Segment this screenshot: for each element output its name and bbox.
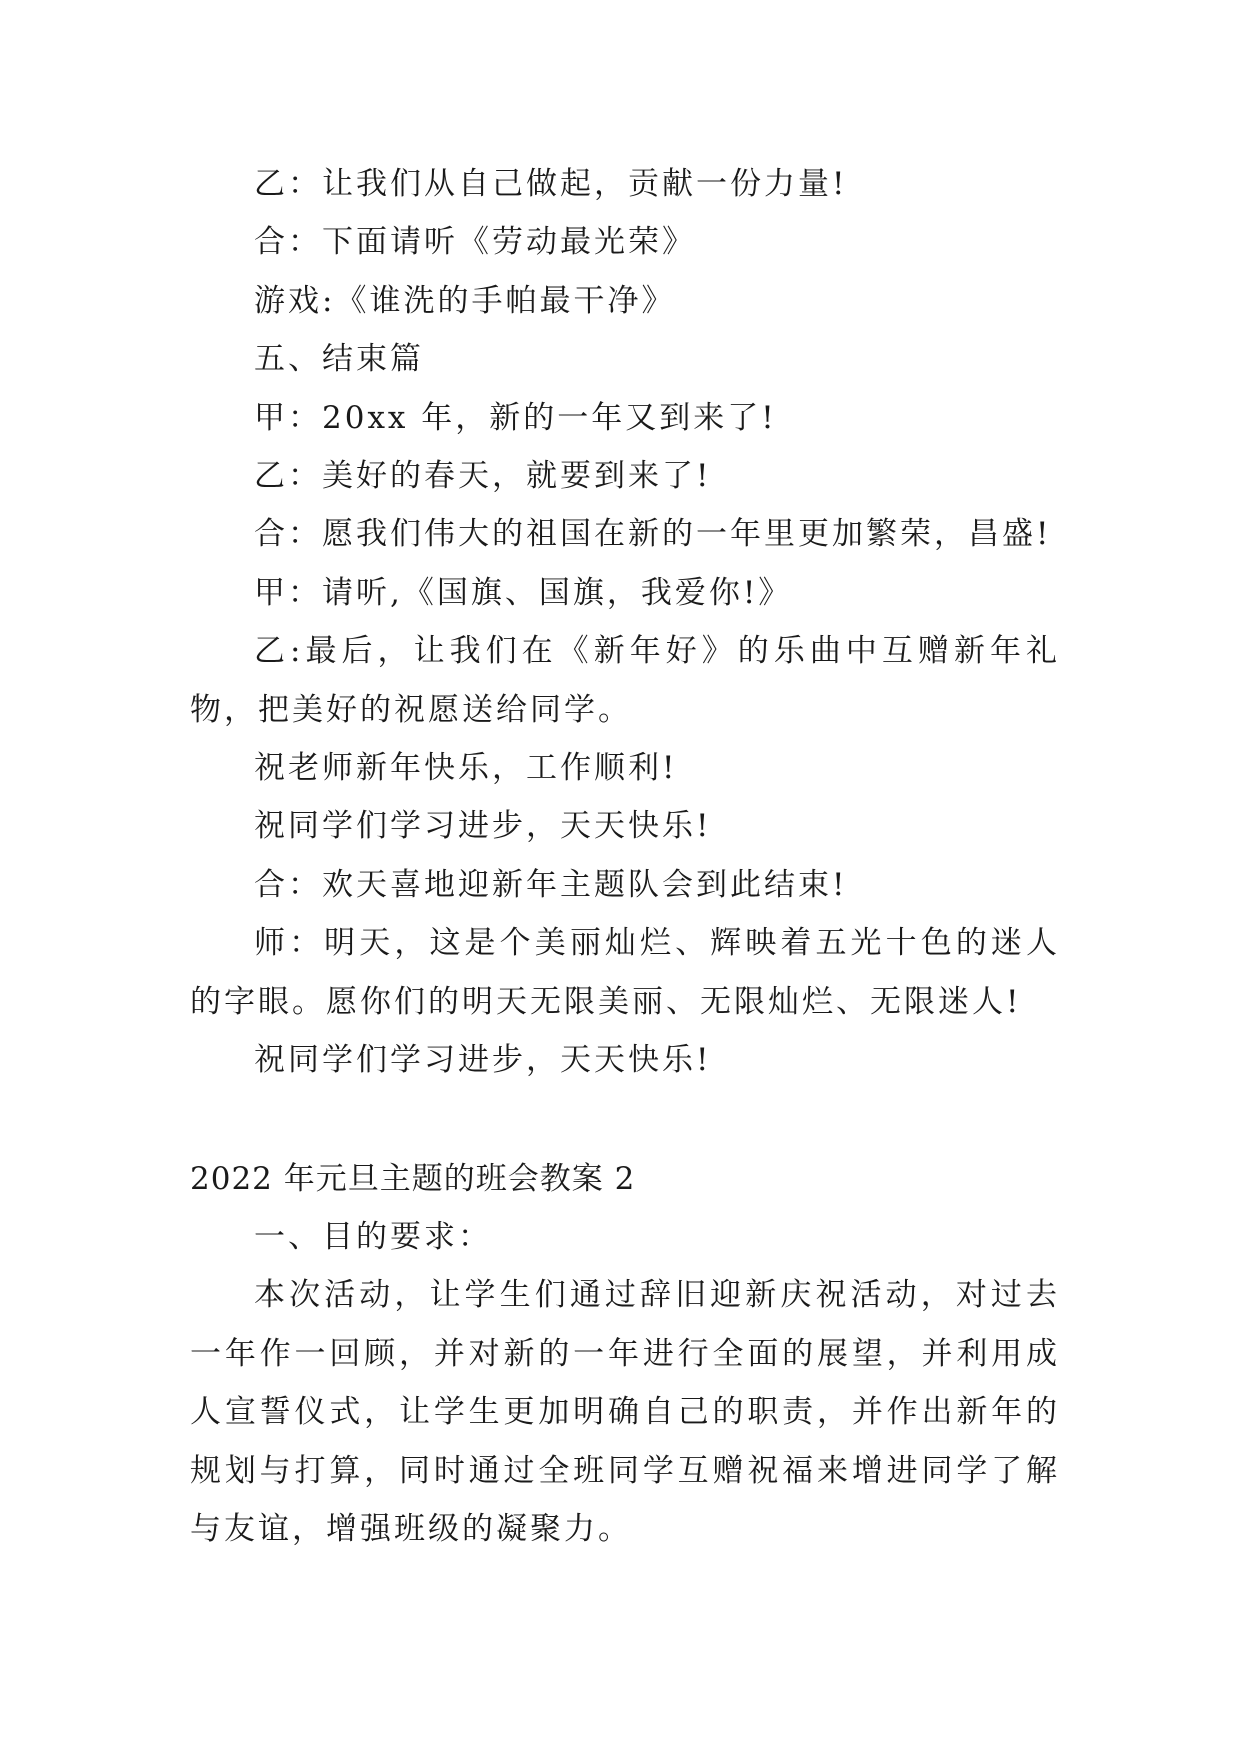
dialogue-line: 祝老师新年快乐，工作顺利! [254, 750, 678, 787]
dialogue-line: 合：下面请听《劳动最光荣》 [254, 224, 696, 261]
closing-line: 祝同学们学习进步，天天快乐! [254, 1042, 712, 1079]
dialogue-line: 甲：20xx 年，新的一年又到来了! [254, 399, 777, 436]
dialogue-line: 甲：请听,《国旗、国旗，我爱你!》 [254, 574, 793, 611]
document-title: 2022 年元旦主题的班会教案 2 [190, 1160, 636, 1197]
section-subheading: 一、目的要求： [254, 1218, 492, 1255]
dialogue-line: 乙：让我们从自己做起，贡献一份力量! [254, 166, 848, 202]
dialogue-line: 祝同学们学习进步，天天快乐! [254, 808, 712, 845]
dialogue-line: 游戏:《谁洗的手帕最干净》 [254, 282, 676, 319]
body-paragraph: 本次活动，让学生们通过辞旧迎新庆祝活动，对过去一年作一回顾，并对新的一年进行全面的展望，并利用成人宣誓仪式，让学生更加明确自己的职责，并作出新年的规划与打算，同时通过全班同学互赠祝福来增进同学了解与友谊，增强班级的凝聚力。 [190, 1277, 1060, 1547]
dialogue-paragraph: 乙:最后，让我们在《新年好》的乐曲中互赠新年礼物，把美好的祝愿送给同学。 [190, 633, 1060, 728]
dialogue-paragraph: 师：明天，这是个美丽灿烂、辉映着五光十色的迷人的字眼。愿你们的明天无限美丽、无限灿烂、无限迷人! [190, 925, 1060, 1020]
document-body [190, 155, 1060, 1558]
dialogue-line: 乙：美好的春天，就要到来了! [254, 458, 712, 495]
dialogue-line: 合：愿我们伟大的祖国在新的一年里更加繁荣，昌盛! [254, 516, 1052, 553]
dialogue-line: 合：欢天喜地迎新年主题队会到此结束! [254, 866, 848, 903]
section-heading: 五、结束篇 [254, 341, 424, 378]
